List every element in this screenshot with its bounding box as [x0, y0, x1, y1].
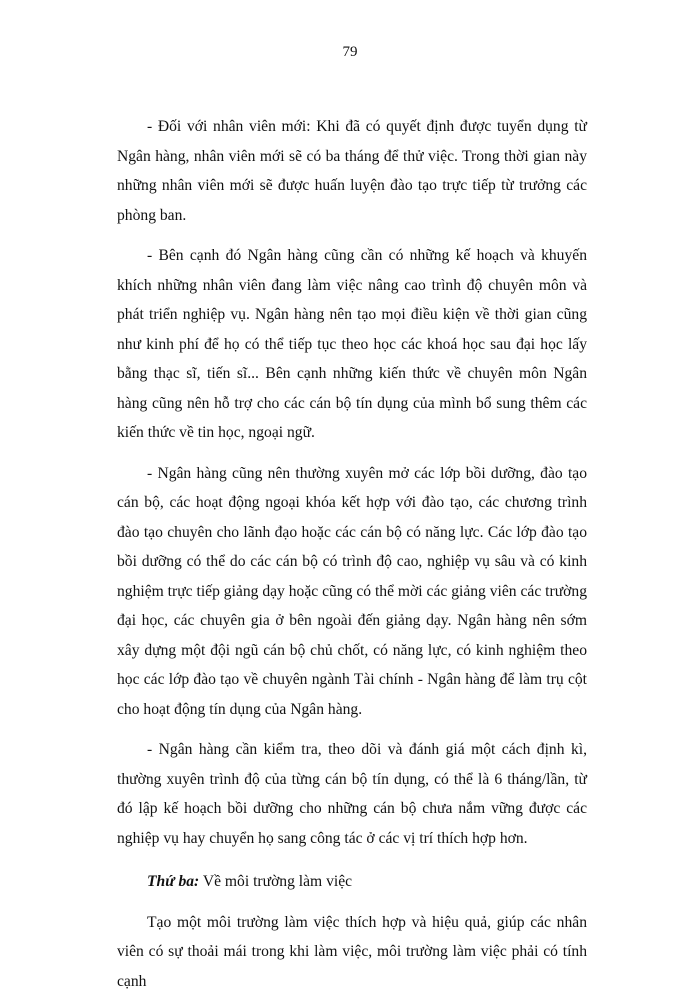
paragraph-encourage-staff: - Bên cạnh đó Ngân hàng cũng cần có những kế hoạch và khuyến khích những nhân viên đang làm việc nâng cao trình độ chuyên môn và phát triển nghiệp vụ. Ngân hàng nên tạo mọi điều kiện về thời gian cũng như kinh phí để họ có thể tiếp tục theo học các khoá học sau đại học lấy bằng thạc sĩ, tiến sĩ... Bên cạnh những kiến thức về chuyên môn Ngân hàng cũng nên hỗ trợ cho các cán bộ tín dụng của mình bổ sung thêm các kiến thức về tin học, ngoại ngữ.: [117, 241, 587, 448]
paragraph-new-staff: - Đối với nhân viên mới: Khi đã có quyết định được tuyển dụng từ Ngân hàng, nhân viên mới sẽ có ba tháng để thử việc. Trong thời gian này những nhân viên mới sẽ được huấn luyện đào tạo trực tiếp từ trưởng các phòng ban.: [117, 112, 587, 230]
paragraph-work-environment: Tạo một môi trường làm việc thích hợp và hiệu quả, giúp các nhân viên có sự thoải mái trong khi làm việc, môi trường làm việc phải có tính cạnh: [117, 908, 587, 996]
paragraph-training-courses: - Ngân hàng cũng nên thường xuyên mở các lớp bồi dưỡng, đào tạo cán bộ, các hoạt động ngoại khóa kết hợp với đào tạo, các chương trình đào tạo chuyên cho lãnh đạo hoặc các cán bộ có năng lực. Các lớp đào tạo bồi dưỡng có thể do các cán bộ có trình độ cao, nghiệp vụ sâu và có kinh nghiệm trực tiếp giảng dạy hoặc cũng có thể mời các giảng viên các trường đại học, các chuyên gia ở bên ngoài đến giảng dạy. Ngân hàng nên sớm xây dựng một đội ngũ cán bộ chủ chốt, có năng lực, có kinh nghiệm theo học các lớp đào tạo về chuyên ngành Tài chính - Ngân hàng để làm trụ cột cho hoạt động tín dụng của Ngân hàng.: [117, 459, 587, 725]
section-heading-label: Thứ ba:: [147, 873, 199, 890]
section-heading-text: Về môi trường làm việc: [199, 873, 352, 890]
page-number: 79: [0, 44, 700, 61]
paragraph-periodic-review: - Ngân hàng cần kiểm tra, theo dõi và đánh giá một cách định kì, thường xuyên trình độ của từng cán bộ tín dụng, có thể là 6 tháng/lần, từ đó lập kế hoạch bồi dưỡng cho những cán bộ chưa nắm vững được các nghiệp vụ hay chuyển họ sang công tác ở các vị trí thích hợp hơn.: [117, 735, 587, 853]
section-heading: [117, 867, 587, 897]
body-text: [117, 112, 587, 996]
